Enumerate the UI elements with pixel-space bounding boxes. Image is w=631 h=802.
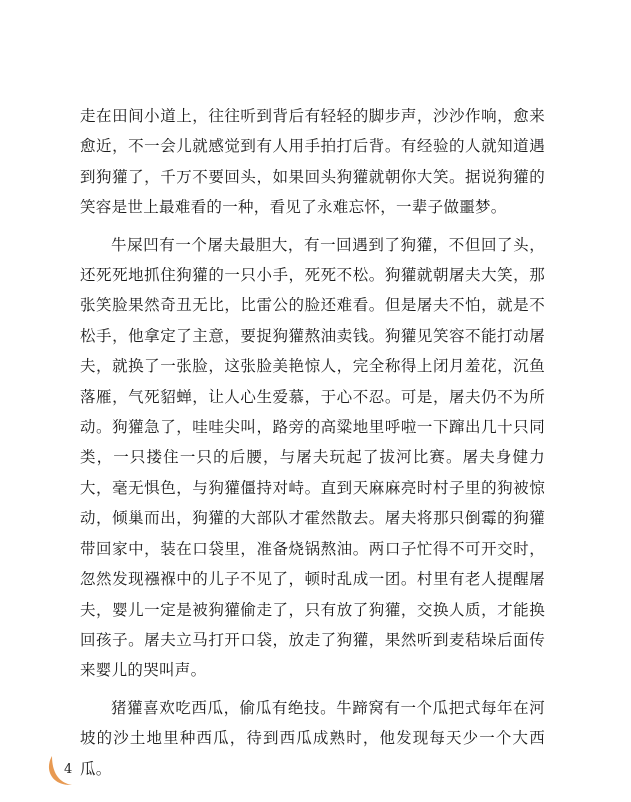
paragraph-3: 猪獾喜欢吃西瓜，偷瓜有绝技。牛蹄窝有一个瓜把式每年在河坡的沙土地里种西瓜，待到西瓜成熟时，他发现每天少一个大西瓜。 [80,698,545,778]
page-number: 4 [64,762,73,777]
paragraph-1: 走在田间小道上，往往听到背后有轻轻的脚步声，沙沙作响，愈来愈近，不一会儿就感觉到有人用手拍打后背。有经验的人就知道遇到狗獾了，千万不要回头，如果回头狗獾就朝你大笑。据说狗獾的笑容是世上最难看的一种，看见了永难忘怀，一辈子做噩梦。 [80,107,545,217]
page-footer [46,752,82,788]
body-text [80,101,545,784]
paragraph-2: 牛屎凹有一个屠夫最胆大，有一回遇到了狗獾，不但回了头，还死死地抓住狗獾的一只小手，死死不松。狗獾就朝屠夫大笑，那张笑脸果然奇丑无比，比雷公的脸还难看。但是屠夫不怕，就是不松手，他拿定了主意，要捉狗獾熬油卖钱。狗獾见笑容不能打动屠夫，就换了一张脸，这张脸美艳惊人，完全称得上闭月羞花，沉鱼落雁，气死貂蝉，让人心生爱慕，于心不忍。可是，屠夫仍不为所动。狗獾急了，哇哇尖叫，路旁的高粱地里呼啦一下蹿出几十只同类，一只搂住一只的后腰，与屠夫玩起了拔河比赛。屠夫身健力大，毫无惧色，与狗獾僵持对峙。直到天麻麻亮时村子里的狗被惊动，倾巢而出，狗獾的大部队才霍然散去。屠夫将那只倒霉的狗獾带回家中，装在口袋里，准备烧锅熬油。两口子忙得不可开交时，忽然发现襁褓中的儿子不见了，顿时乱成一团。村里有老人提醒屠夫，婴儿一定是被狗獾偷走了，只有放了狗獾，交换人质，才能换回孩子。屠夫立马打开口袋，放走了狗獾，果然听到麦秸垛后面传来婴儿的哭叫声。 [80,235,545,680]
